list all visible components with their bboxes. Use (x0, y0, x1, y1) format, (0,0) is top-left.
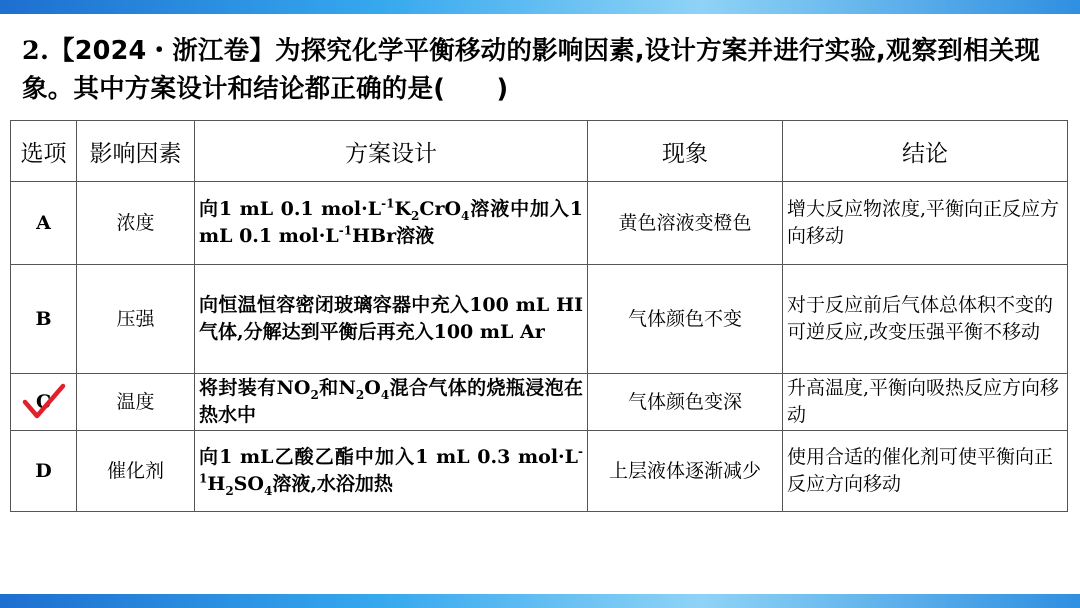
conclusion-cell: 增大反应物浓度,平衡向正反应方向移动 (783, 182, 1068, 265)
option-label: D (11, 431, 77, 512)
phenomenon-cell: 气体颜色变深 (588, 374, 783, 431)
question-number: 2. (22, 36, 50, 66)
header-conclusion: 结论 (783, 121, 1068, 182)
question-text: 为探究化学平衡移动的影响因素,设计方案并进行实验,观察到相关现象。其中方案设计和结论都正确的是( ) (22, 36, 1041, 104)
header-factor: 影响因素 (77, 121, 195, 182)
header-option: 选项 (11, 121, 77, 182)
factor-cell: 浓度 (77, 182, 195, 265)
option-cell-answer (11, 374, 77, 431)
table-row (11, 431, 1068, 512)
factor-cell: 催化剂 (77, 431, 195, 512)
conclusion-cell: 对于反应前后气体总体积不变的可逆反应,改变压强平衡不移动 (783, 265, 1068, 374)
question-stem (22, 32, 1042, 108)
table-header-row (11, 121, 1068, 182)
design-cell: 向1 mL 0.1 $mol\cdot L^{-1}K_2CrO_4$溶液中加入1 mL 0.1 $mol\cdot L^{-1}HBr$溶液 (195, 182, 588, 265)
table-row (11, 265, 1068, 374)
option-label: B (11, 265, 77, 374)
phenomenon-cell: 气体颜色不变 (588, 265, 783, 374)
option-label: A (11, 182, 77, 265)
conclusion-cell: 升高温度,平衡向吸热反应方向移动 (783, 374, 1068, 431)
phenomenon-cell: 黄色溶液变橙色 (588, 182, 783, 265)
phenomenon-cell: 上层液体逐渐减少 (588, 431, 783, 512)
conclusion-cell: 使用合适的催化剂可使平衡向正反应方向移动 (783, 431, 1068, 512)
table-row (11, 182, 1068, 265)
design-cell: 向恒温恒容密闭玻璃容器中充入100 mL HI气体,分解达到平衡后再充入100 mL Ar (195, 265, 588, 374)
option-label: C (35, 390, 52, 413)
bottom-accent-bar (0, 594, 1080, 608)
options-table (10, 120, 1068, 512)
design-cell: 将封装有$NO_2$和$N_2O_4$混合气体的烧瓶浸泡在热水中 (195, 374, 588, 431)
table-row (11, 374, 1068, 431)
factor-cell: 压强 (77, 265, 195, 374)
design-cell: 向1 mL乙酸乙酯中加入1 mL 0.3 $mol\cdot L^{-1}H_2SO_4$溶液,水浴加热 (195, 431, 588, 512)
factor-cell: 温度 (77, 374, 195, 431)
question-source: 【2024・浙江卷】 (49, 36, 276, 66)
header-phenomenon: 现象 (588, 121, 783, 182)
top-accent-bar (0, 0, 1080, 14)
header-design: 方案设计 (195, 121, 588, 182)
